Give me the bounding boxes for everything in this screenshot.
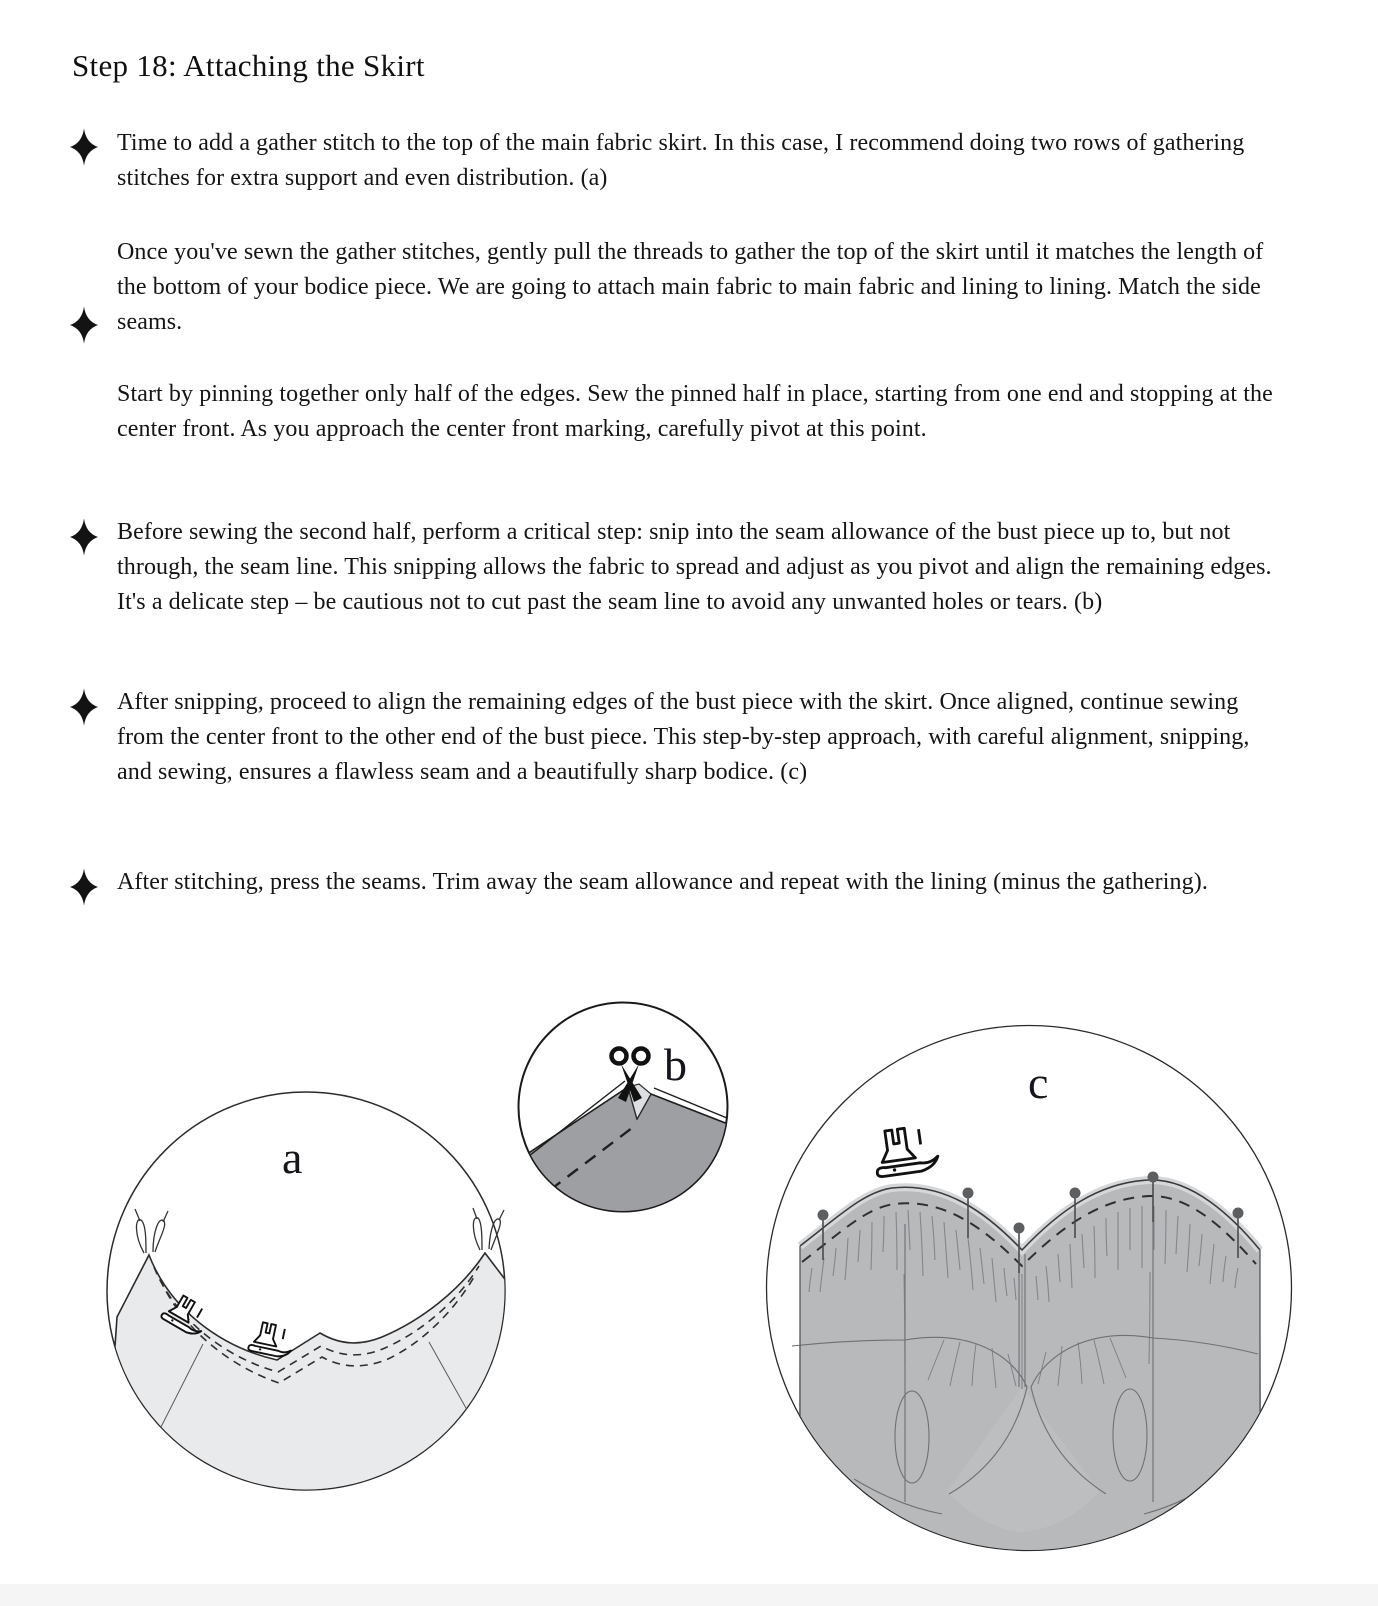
bullet-star-icon — [70, 306, 100, 346]
instruction-paragraph: After stitching, press the seams. Trim away the seam allowance and repeat with the lining (minus the gathering). — [117, 869, 1208, 895]
figure-c-label: c — [1028, 1057, 1049, 1108]
instruction-paragraph: Time to add a gather stitch to the top of the main fabric skirt. In this case, I recommend doing two rows of gathering stitches for extra support and even distribution. (a) — [117, 130, 1245, 191]
page-title: Step 18: Attaching the Skirt — [72, 48, 425, 83]
instruction-paragraph: Before sewing the second half, perform a critical step: snip into the seam allowance of the bust piece up to, but not through, the seam line. This snipping allows the fabric to spread and adjust as you pivot and align the remaining edges. It's a delicate step – be cautious not to cut past the seam line to avoid any unwanted holes or tears. (b) — [117, 519, 1272, 615]
instruction-paragraph: Start by pinning together only half of the edges. Sew the pinned half in place, starting from one end and stopping at the center front. As you approach the center front marking, carefully pivot at this point. — [117, 381, 1273, 442]
page-bottom-strip — [0, 1584, 1378, 1606]
bullet-star-icon — [70, 868, 100, 908]
figure-c — [764, 1024, 1294, 1554]
figure-a-label: a — [282, 1132, 303, 1183]
instruction-paragraph: Once you've sewn the gather stitches, gently pull the threads to gather the top of the skirt until it matches the length of the bottom of your bodice piece. We are going to attach main fabric to main fabric and lining to lining. Match the side seams. — [117, 239, 1264, 335]
bullet-star-icon — [70, 128, 100, 168]
bullet-star-icon — [70, 518, 100, 558]
figure-b — [516, 1000, 730, 1214]
figure-b-label: b — [664, 1039, 687, 1090]
instruction-paragraph: After snipping, proceed to align the remaining edges of the bust piece with the skirt. Once aligned, continue sewing from the center front to the other end of the bust piece. This step-by-step approach, with careful alignment, snipping, and sewing, ensures a flawless seam and a beautifully sharp bodice. (c) — [117, 689, 1250, 785]
bullet-star-icon — [70, 688, 100, 728]
figure-a — [104, 1089, 508, 1493]
